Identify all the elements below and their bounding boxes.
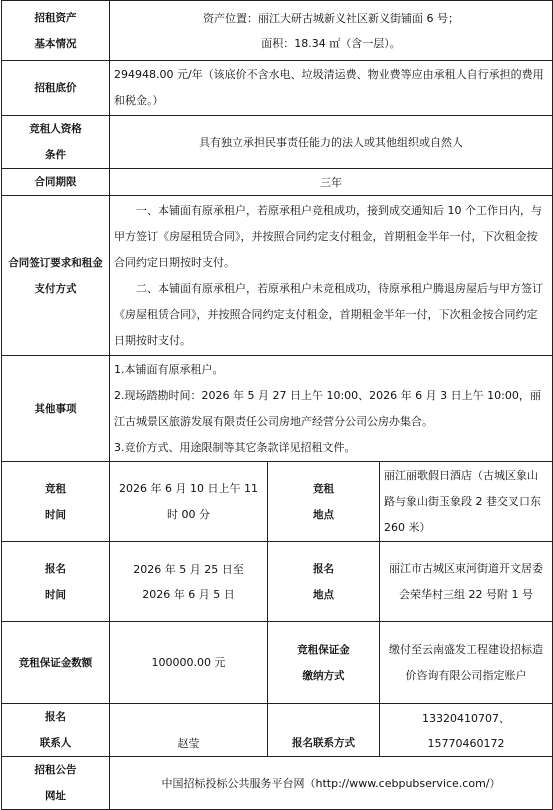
qualification-value: 具有独立承担民事责任能力的法人或其他组织或自然人 bbox=[110, 116, 553, 169]
website-value: 中国招标投标公共服务平台网（http://www.cebpubservice.com/） bbox=[110, 757, 553, 810]
contract-paragraph-2: 二、本铺面有原承租户，若原承租户未竞租成功，待原承租户腾退房屋后与甲方签订《房屋租赁合同》，并按照合同约定支付租金，首期租金半年一付，下次租金按合同约定日期按时支付。 bbox=[114, 281, 543, 347]
asset-area: 面积：18.34 ㎡（含一层）。 bbox=[261, 36, 401, 50]
contact-person-label: 报名 联系人 bbox=[2, 704, 110, 757]
rental-notice-table bbox=[1, 0, 553, 810]
row-asset bbox=[2, 1, 553, 61]
term-value: 三年 bbox=[110, 169, 553, 196]
registration-place-label: 报名 地点 bbox=[268, 542, 380, 622]
registration-time-label: 报名 时间 bbox=[2, 542, 110, 622]
other-item-3: 3.竞价方式、用途限制等其它条款详见招租文件。 bbox=[114, 440, 356, 454]
website-label: 招租公告 网址 bbox=[2, 757, 110, 810]
deposit-amount-label: 竞租保证金数额 bbox=[2, 622, 110, 704]
other-value bbox=[110, 356, 553, 462]
bidding-place-label: 竞租 地点 bbox=[268, 462, 380, 542]
bidding-time-label: 竞租 时间 bbox=[2, 462, 110, 542]
deposit-amount-value: 100000.00 元 bbox=[110, 622, 268, 704]
contact-phone-label: 报名联系方式 bbox=[268, 704, 380, 757]
other-label: 其他事项 bbox=[2, 356, 110, 462]
contact-phone-value: 13320410707、15770460172 bbox=[380, 704, 553, 757]
row-other bbox=[2, 356, 553, 462]
asset-label: 招租资产 基本情况 bbox=[2, 1, 110, 61]
asset-value bbox=[110, 1, 553, 61]
contract-value bbox=[110, 196, 553, 356]
row-deposit bbox=[2, 622, 553, 704]
row-contact bbox=[2, 704, 553, 757]
base-price-value: 294948.00 元/年（该底价不含水电、垃圾清运费、物业费等应由承租人自行承担的费用和税金。） bbox=[110, 61, 553, 116]
registration-time-value: 2026 年 5 月 25 日至 2026 年 6 月 5 日 bbox=[110, 542, 268, 622]
deposit-method-value: 缴付至云南盛发工程建设招标造价咨询有限公司指定账户 bbox=[380, 622, 553, 704]
row-term bbox=[2, 169, 553, 196]
deposit-method-label: 竞租保证金 缴纳方式 bbox=[268, 622, 380, 704]
row-base-price bbox=[2, 61, 553, 116]
base-price-label: 招租底价 bbox=[2, 61, 110, 116]
other-item-2: 2.现场踏勘时间：2026 年 5 月 27 日上午 10:00、2026 年 6 月 3 日上午 10:00，丽江古城景区旅游发展有限责任公司房地产经营分公司公房办集合。 bbox=[114, 388, 541, 428]
row-contract bbox=[2, 196, 553, 356]
term-label: 合同期限 bbox=[2, 169, 110, 196]
contact-person-value: 赵莹 bbox=[110, 704, 268, 757]
row-qualification bbox=[2, 116, 553, 169]
other-item-1: 1.本铺面有原承租户。 bbox=[114, 362, 224, 376]
contract-label: 合同签订要求和租金支付方式 bbox=[2, 196, 110, 356]
row-bidding bbox=[2, 462, 553, 542]
row-registration bbox=[2, 542, 553, 622]
qualification-label: 竞租人资格 条件 bbox=[2, 116, 110, 169]
registration-place-value: 丽江市古城区束河街道开文居委会荣华村三组 22 号附 1 号 bbox=[380, 542, 553, 622]
bidding-time-value: 2026 年 6 月 10 日上午 11 时 00 分 bbox=[110, 462, 268, 542]
contract-paragraph-1: 一、本铺面有原承租户，若原承租户竞租成功，接到成交通知后 10 个工作日内，与甲方签订《房屋租赁合同》，并按照合同约定支付租金，首期租金半年一付，下次租金按合同约定日期按时支付。 bbox=[114, 203, 542, 269]
asset-location: 资产位置：丽江大研古城新义社区新义街铺面 6 号； bbox=[203, 11, 459, 25]
bidding-place-value: 丽江丽歌假日酒店（古城区象山路与象山街玉象段 2 巷交叉口东 260 米） bbox=[380, 462, 553, 542]
